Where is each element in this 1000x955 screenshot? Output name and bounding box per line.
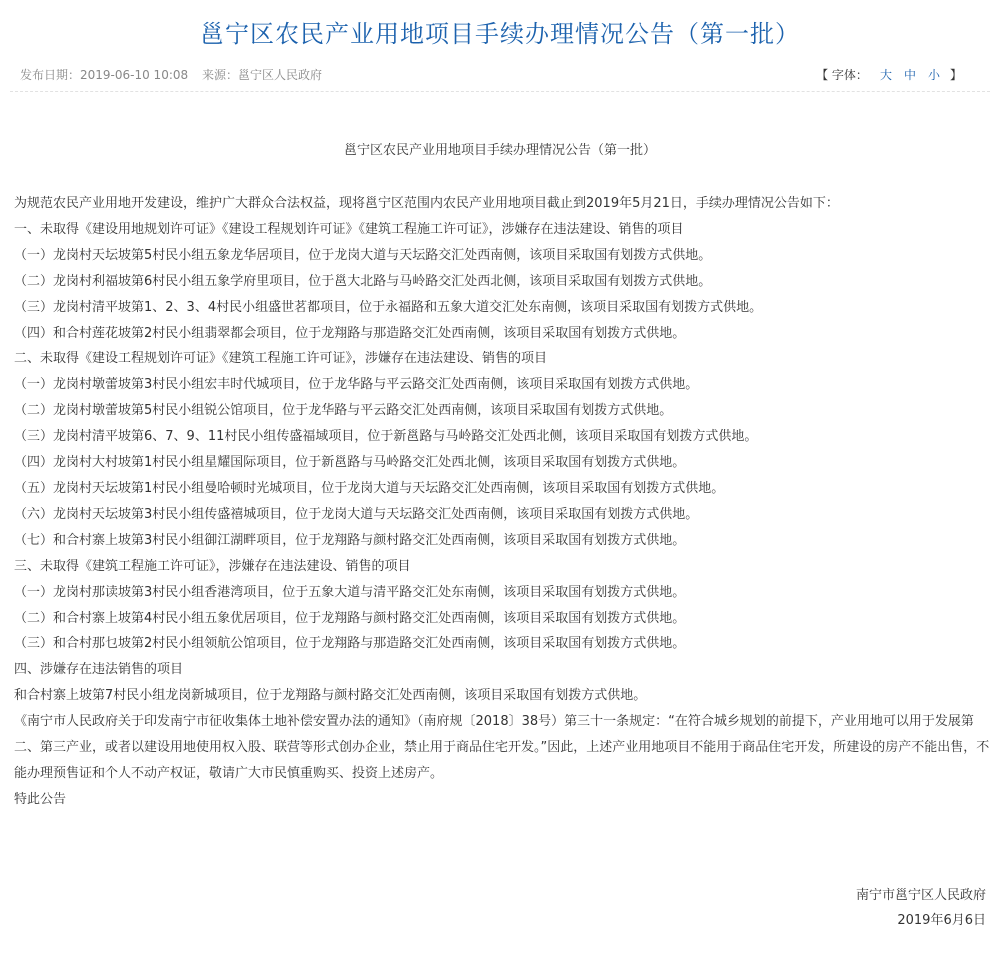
project-item: （二）和合村寨上坡第4村民小组五象优居项目，位于龙翔路与颜村路交汇处西南侧，该项目采取国有划拨方式供地。 (14, 610, 686, 626)
signature-org: 南宁市邕宁区人民政府 (855, 888, 986, 903)
section-heading: 二、未取得《建设工程规划许可证》《建筑工程施工许可证》，涉嫌存在违法建设、销售的项目 (14, 351, 548, 367)
font-size-large-link[interactable]: 大 (879, 68, 892, 82)
font-size-bracket-close: 】 (949, 68, 962, 82)
project-item: （一）龙岗村那读坡第3村民小组香港湾项目，位于五象大道与清平路交汇处东南侧，该项目采取国有划拨方式供地。 (14, 584, 686, 600)
header-divider (10, 91, 990, 92)
project-item: （三）和合村那乜坡第2村民小组领航公馆项目，位于龙翔路与那造路交汇处西南侧，该项目采取国有划拨方式供地。 (14, 636, 686, 652)
signature-date: 2019年6月6日 (897, 913, 986, 928)
project-item: （六）龙岗村天坛坡第3村民小组传盛禧城项目，位于龙岗大道与天坛路交汇处西南侧，该项目采取国有划拨方式供地。 (14, 506, 699, 522)
article-meta (20, 66, 332, 83)
section-heading: 三、未取得《建筑工程施工许可证》，涉嫌存在违法建设、销售的项目 (14, 558, 411, 574)
project-item: （一）龙岗村墩蕾坡第3村民小组宏丰时代城项目，位于龙华路与平云路交汇处西南侧，该项目采取国有划拨方式供地。 (14, 377, 699, 393)
project-item: （一）龙岗村天坛坡第5村民小组五象龙华居项目，位于龙岗大道与天坛路交汇处西南侧，该项目采取国有划拨方式供地。 (14, 247, 712, 263)
publish-date: 发布日期：2019-06-10 10:08 (20, 68, 189, 82)
project-item: （二）龙岗村墩蕾坡第5村民小组锐公馆项目，位于龙华路与平云路交汇处西南侧，该项目采取国有划拨方式供地。 (14, 403, 673, 419)
article-body (14, 191, 990, 813)
project-item: （二）龙岗村利福坡第6村民小组五象学府里项目，位于邕大北路与马岭路交汇处西北侧，该项目采取国有划拨方式供地。 (14, 273, 712, 289)
font-size-medium-link[interactable]: 中 (903, 68, 916, 82)
article-subtitle: 邕宁区农民产业用地项目手续办理情况公告（第一批） (343, 143, 656, 158)
project-item: （三）龙岗村清平坡第1、2、3、4村民小组盛世茗都项目，位于永福路和五象大道交汇处东南侧，该项目采取国有划拨方式供地。 (14, 299, 763, 315)
project-item: （四）龙岗村大村坡第1村民小组星耀国际项目，位于新邕路与马岭路交汇处西北侧，该项目采取国有划拨方式供地。 (14, 455, 686, 471)
legal-notice: 《南宁市人民政府关于印发南宁市征收集体土地补偿安置办法的通知》（南府规〔2018〕38号）第三十一条规定：“在符合城乡规划的前提下，产业用地可以用于发展第二、第三产业，或者以建设用地使用权入股、联营等形式创办企业，禁止用于商品住宅开发。”因此，上述产业用地项目不能用于商品住宅开发，所建设的房产不能出售，不能办理预售证和个人不动产权证，敬请广大市民慎重购买、投资上述房产。 (14, 714, 990, 781)
project-item: （五）龙岗村天坛坡第1村民小组曼哈顿时光城项目，位于龙岗大道与天坛路交汇处西南侧，该项目采取国有划拨方式供地。 (14, 480, 725, 496)
article-source: 来源：邕宁区人民政府 (201, 68, 322, 82)
article-paragraph: 为规范农民产业用地开发建设，维护广大群众合法权益，现将邕宁区范围内农民产业用地项目截止到2019年5月21日，手续办理情况公告如下： (14, 196, 839, 211)
signature-block (856, 883, 986, 933)
project-item: （三）龙岗村清平坡第6、7、9、11村民小组传盛福域项目，位于新邕路与马岭路交汇处西北侧，该项目采取国有划拨方式供地。 (14, 429, 758, 445)
font-size-small-link[interactable]: 小 (927, 68, 940, 82)
section-heading: 四、涉嫌存在违法销售的项目 (14, 662, 184, 678)
font-size-switcher (816, 66, 962, 83)
section-heading: 一、未取得《建设用地规划许可证》《建设工程规划许可证》《建筑工程施工许可证》，涉嫌存在违法建设、销售的项目 (14, 221, 684, 237)
page-title: 邕宁区农民产业用地项目手续办理情况公告（第一批） (200, 20, 800, 48)
project-item: 和合村寨上坡第7村民小组龙岗新城项目，位于龙翔路与颜村路交汇处西南侧，该项目采取国有划拨方式供地。 (14, 688, 647, 704)
project-item: （四）和合村莲花坡第2村民小组翡翠都会项目，位于龙翔路与那造路交汇处西南侧，该项目采取国有划拨方式供地。 (14, 325, 686, 341)
closing-line: 特此公告 (14, 791, 67, 807)
font-size-label: 【 字体： (816, 68, 868, 82)
project-item: （七）和合村寨上坡第3村民小组御江湖畔项目，位于龙翔路与颜村路交汇处西南侧，该项目采取国有划拨方式供地。 (14, 532, 686, 548)
